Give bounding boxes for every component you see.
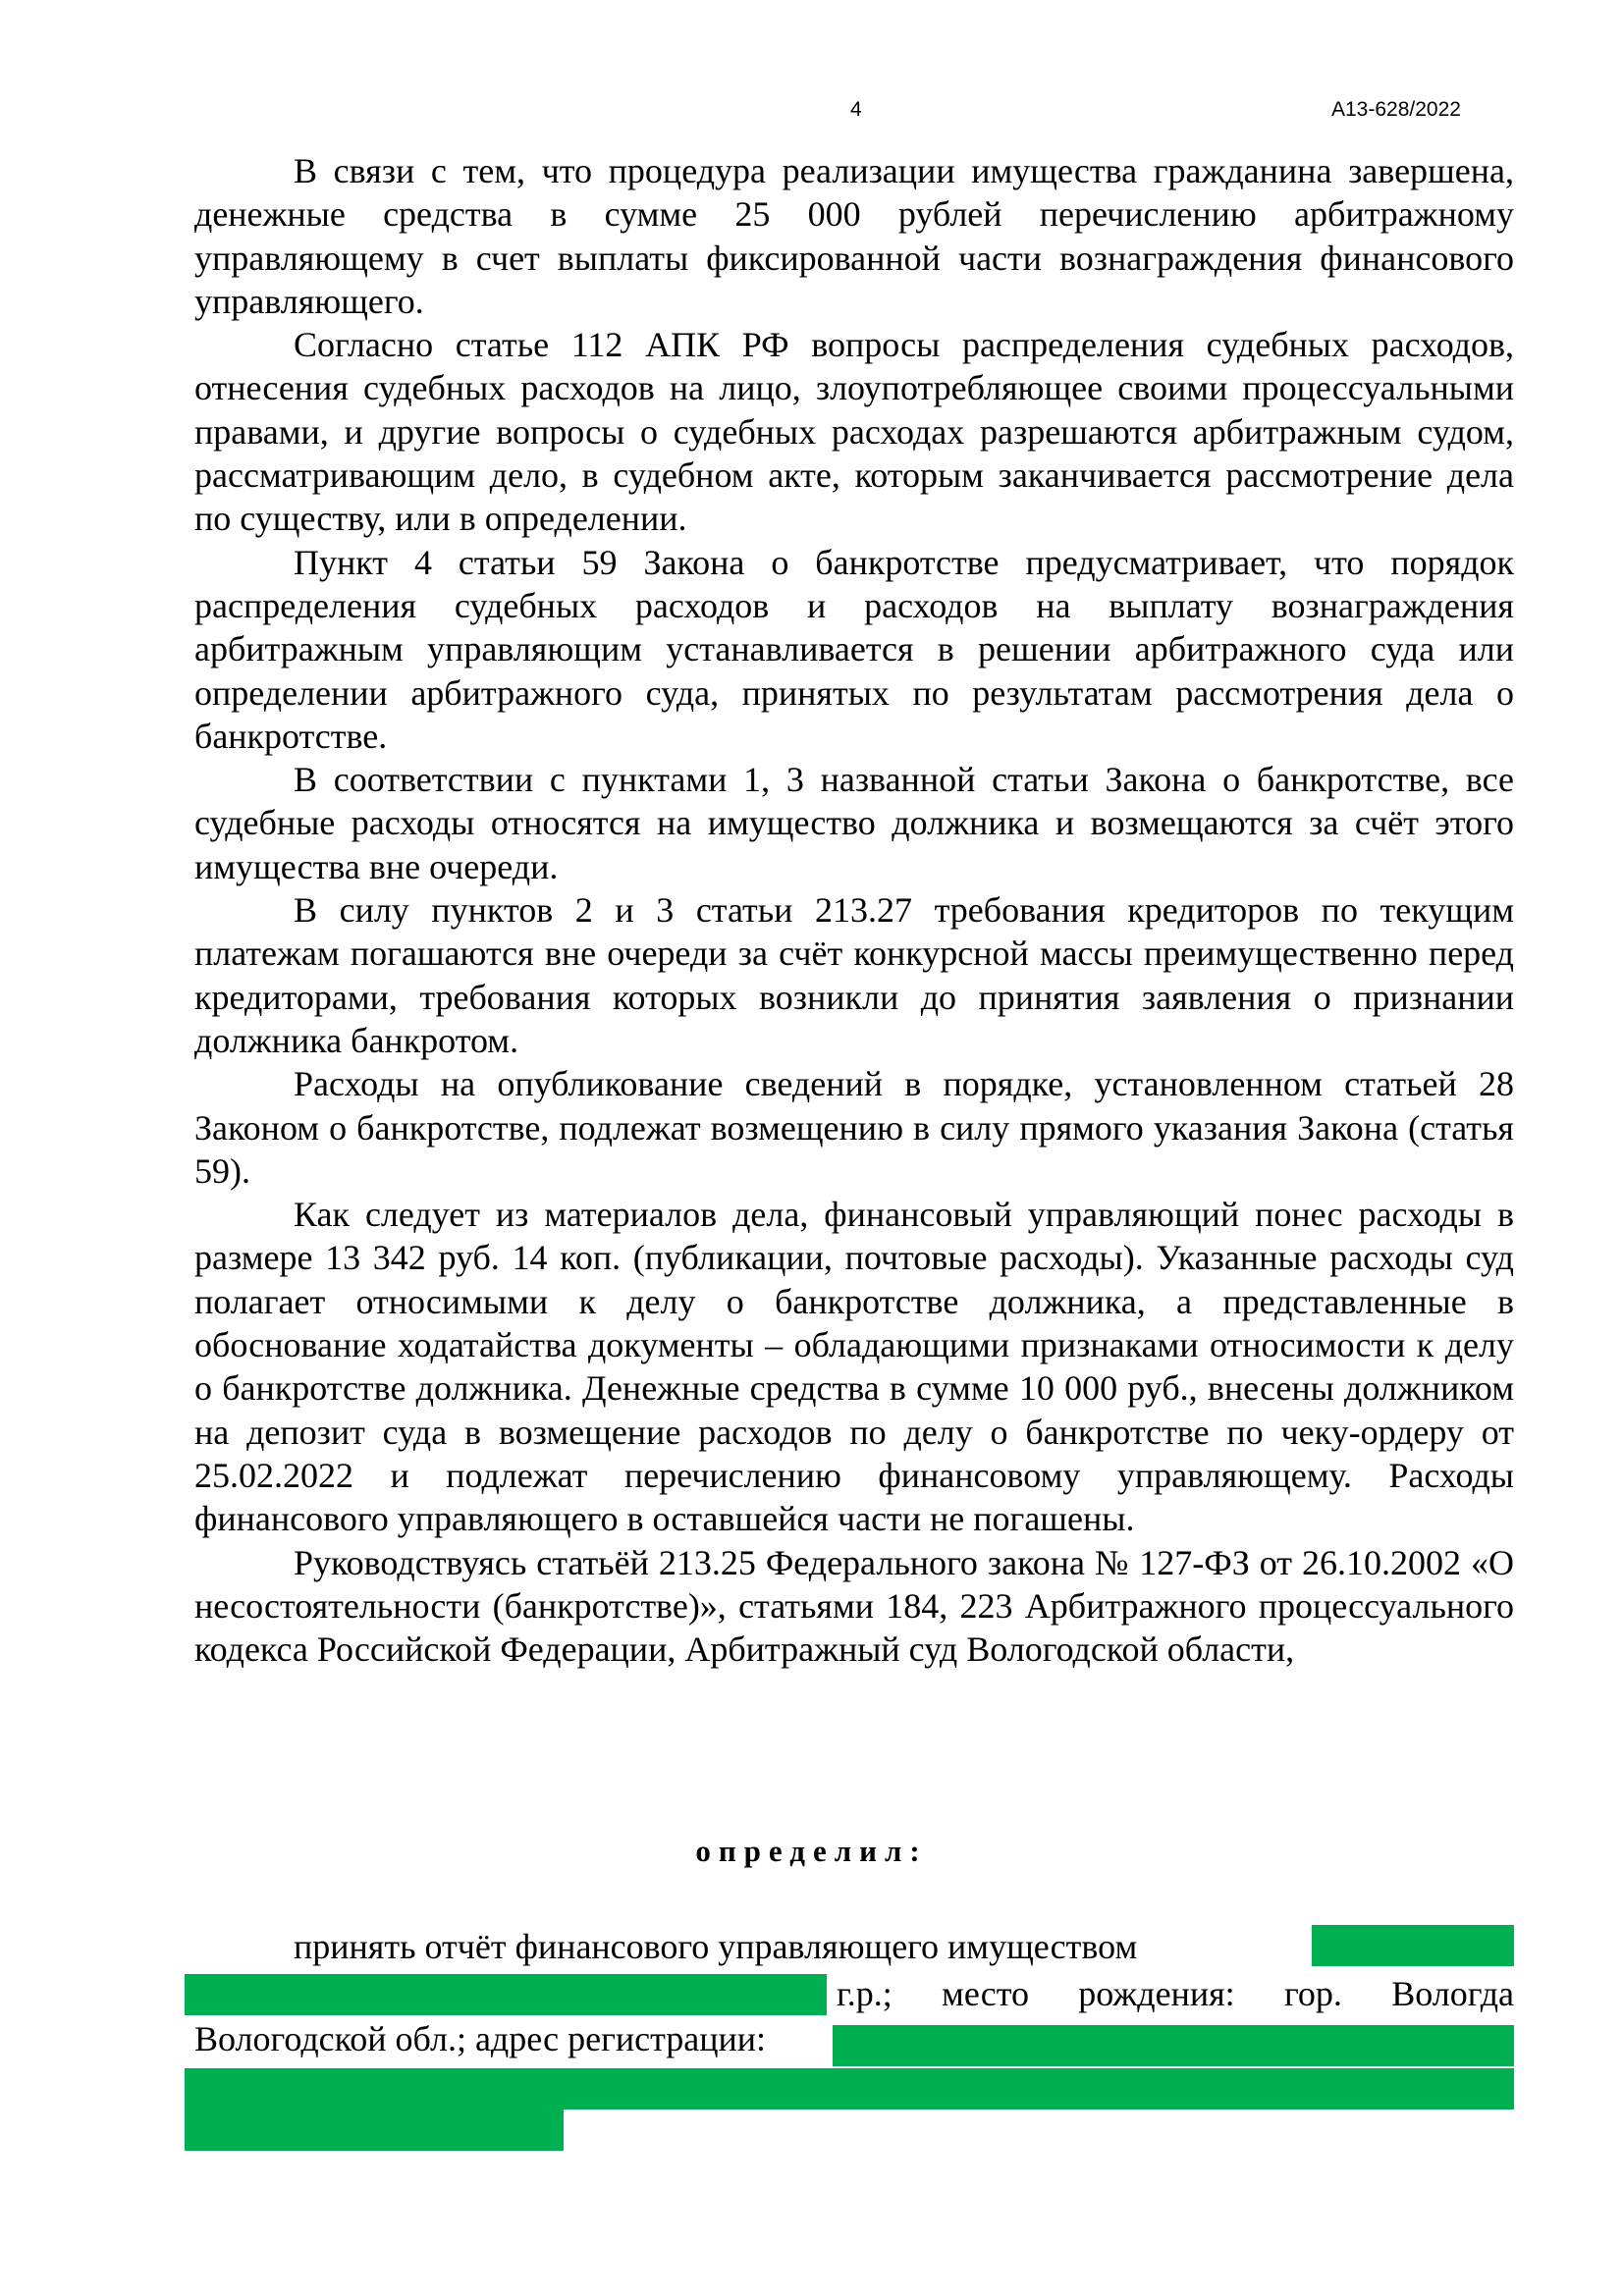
paragraph-2: Согласно статье 112 АПК РФ вопросы распределения судебных расходов, отнесения судебных расходов на лицо, злоупотребляющее своими процессуальными правами, и другие вопросы о судебных расходах разрешаются арбитражным судом, рассматривающим дело, в судебном акте, которым заканчивается рассмотрение дела по существу, или в определении. xyxy=(194,325,1514,539)
decision-line-1: принять отчёт финансового управляющего имуществом xyxy=(294,1927,1138,1966)
paragraph-8: Руководствуясь статьёй 213.25 Федерального закона № 127-ФЗ от 26.10.2002 «О несостоятельности (банкротстве)», статьями 184, 223 Арбитражного процессуального кодекса Российской Федерации, Арбитражный суд Вологодской области, xyxy=(194,1542,1514,1670)
redaction-block-2 xyxy=(185,1974,827,2015)
decision-block xyxy=(194,1925,1514,2102)
case-number: А13-628/2022 xyxy=(1331,98,1461,121)
paragraph-6: Расходы на опубликование сведений в порядке, установленном статьей 28 Законом о банкротстве, подлежат возмещению в силу прямого указания Закона (статья 59). xyxy=(194,1064,1514,1191)
page-number: 4 xyxy=(850,98,862,121)
redaction-block-5 xyxy=(185,2109,564,2151)
decision-heading: определил: xyxy=(695,1834,928,1868)
paragraph-4: В соответствии с пунктами 1, 3 названной статьи Закона о банкротстве, все судебные расходы относятся на имущество должника и возмещаются за счёт этого имущества вне очереди. xyxy=(194,760,1514,886)
decision-line-3: Вологодской обл.; адрес регистрации: xyxy=(194,2019,767,2058)
document-body xyxy=(194,149,1514,1671)
redaction-block-4 xyxy=(185,2068,1514,2109)
decision-line-2: г.р.; место рождения: гор. Вологда xyxy=(837,1974,1514,2013)
paragraph-1: В связи с тем, что процедура реализации имущества гражданина завершена, денежные средства в сумме 25 000 рублей перечислению арбитражному управляющему в счет выплаты фиксированной части вознаграждения финансового управляющего. xyxy=(194,151,1514,321)
redaction-block-3 xyxy=(833,2025,1514,2066)
paragraph-3: Пункт 4 статьи 59 Закона о банкротстве предусматривает, что порядок распределения судебных расходов и расходов на выплату вознаграждения арбитражным управляющим устанавливается в решении арбитражного суда или определении арбитражного суда, принятых по результатам рассмотрения дела о банкротстве. xyxy=(194,542,1514,756)
paragraph-7: Как следует из материалов дела, финансовый управляющий понес расходы в размере 13 342 руб. 14 коп. (публикации, почтовые расходы). Указанные расходы суд полагает относимыми к делу о банкротстве должника, а представленные в обоснование ходатайства документы – обладающими признаками относимости к делу о банкротстве должника. Денежные средства в сумме 10 000 руб., внесены должником на депозит суда в возмещение расходов по делу о банкротстве по чеку-ордеру от 25.02.2022 и подлежат перечислению финансовому управляющему. Расходы финансового управляющего в оставшейся части не погашены. xyxy=(194,1195,1514,1539)
redaction-block-1 xyxy=(1312,1925,1514,1966)
paragraph-5: В силу пунктов 2 и 3 статьи 213.27 требования кредиторов по текущим платежам погашаются вне очереди за счёт конкурсной массы преимущественно перед кредиторами, требования которых возникли до принятия заявления о признании должника банкротом. xyxy=(194,890,1514,1060)
